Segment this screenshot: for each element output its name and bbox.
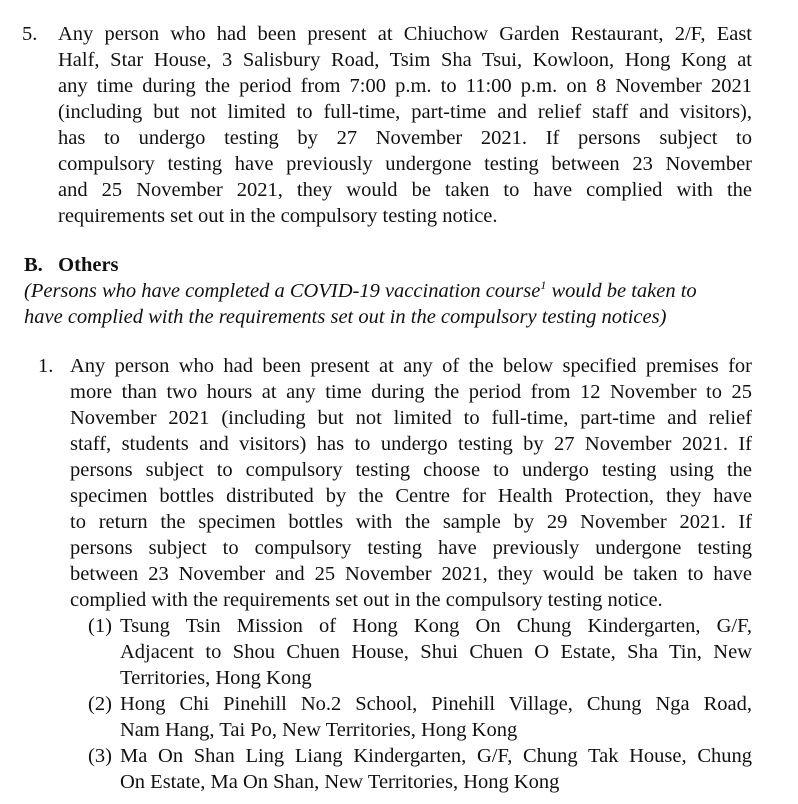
item-1-line: persons subject to compulsory testing choose to undergo testing using the [70,459,752,481]
item-1-number: 1. [38,355,54,377]
section-b-note-text: would be taken to [546,280,697,302]
item-1-line: more than two hours at any time during the period from 12 November to 25 [70,381,752,403]
premise-1-line: Tsung Tsin Mission of Hong Kong On Chung Kindergarten, G/F, [120,615,752,637]
item-5-line: (including but not limited to full-time, part-time and relief staff and visitors), [58,101,752,123]
premise-2-line: Nam Hang, Tai Po, New Territories, Hong Kong [120,719,518,741]
item-1-line: between 23 November and 25 November 2021, they would be taken to have [70,563,752,585]
item-1-line: staff, students and visitors) has to undergo testing by 27 November 2021. If [70,433,752,455]
item-1-line: complied with the requirements set out in the compulsory testing notice. [70,589,663,611]
item-5-line: any time during the period from 7:00 p.m. to 11:00 p.m. on 8 November 2021 [58,75,752,97]
item-5-number: 5. [22,23,38,45]
item-5-line: Any person who had been present at Chiuchow Garden Restaurant, 2/F, East [58,23,752,45]
item-5-line: Half, Star House, 3 Salisbury Road, Tsim Sha Tsui, Kowloon, Hong Kong at [58,49,752,71]
item-1-line: specimen bottles distributed by the Centre for Health Protection, they have [70,485,752,507]
premise-2-line: Hong Chi Pinehill No.2 School, Pinehill Village, Chung Nga Road, [120,693,752,715]
footnote-marker: 1 [540,278,547,292]
section-b-note-line: have complied with the requirements set out in the compulsory testing notices) [24,306,667,328]
premise-1-line: Adjacent to Shou Chuen House, Shui Chuen O Estate, Sha Tin, New [120,641,752,663]
premise-3-line: On Estate, Ma On Shan, New Territories, Hong Kong [120,771,560,793]
premise-3-line: Ma On Shan Ling Liang Kindergarten, G/F, Chung Tak House, Chung [120,745,752,767]
premise-2-number: (2) [88,693,112,715]
premise-1-line: Territories, Hong Kong [120,667,312,689]
premise-3-number: (3) [88,745,112,767]
item-5-line: compulsory testing have previously undergone testing between 23 November [58,153,752,175]
section-b-note-text: (Persons who have completed a COVID-19 vaccination course [24,280,541,302]
section-b-note-line [24,278,697,304]
item-5-line: and 25 November 2021, they would be taken to have complied with the [58,179,752,201]
item-1-line: Any person who had been present at any of the below specified premises for [70,355,752,377]
item-1-line: persons subject to compulsory testing have previously undergone testing [70,537,752,559]
item-5-line: has to undergo testing by 27 November 2021. If persons subject to [58,127,752,149]
item-1-line: to return the specimen bottles with the sample by 29 November 2021. If [70,511,752,533]
premise-1-number: (1) [88,615,112,637]
item-5-line: requirements set out in the compulsory testing notice. [58,205,498,227]
section-b-heading: B. Others [24,254,119,276]
item-1-line: November 2021 (including but not limited to full-time, part-time and relief [70,407,752,429]
